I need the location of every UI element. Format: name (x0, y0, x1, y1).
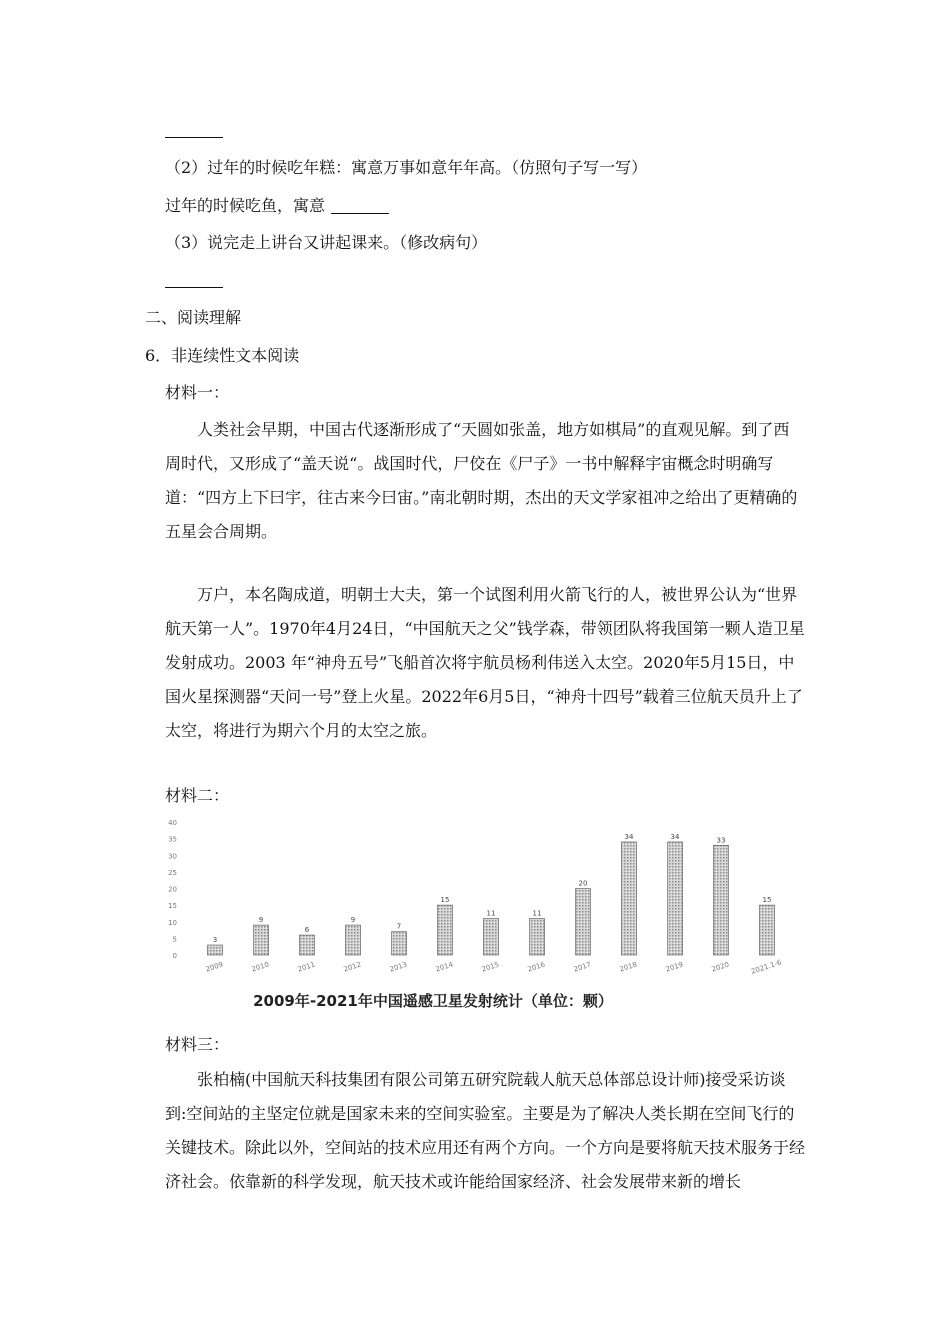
material-3-paragraph: 张柏楠(中国航天科技集团有限公司第五研究院载人航天总体部总设计师)接受采访谈到:空间站的主坚定位就是国家未来的空间实验室。主要是为了解决人类长期在空间飞行的关键技术。除此以外，空间站的技术应用还有两个方向。一个方向是要将航天技术服务于经济社会。依靠新的科学发现，航天技术或许能给国家经济、社会发展带来新的增长 (165, 1070, 806, 1191)
answer-blank-2[interactable] (331, 213, 389, 214)
value-label-2014: 15 (440, 896, 450, 905)
y-tick-label-6: 30 (168, 852, 177, 861)
value-label-2019: 34 (670, 832, 680, 841)
value-label-2020: 33 (716, 836, 726, 845)
x-tick-label-2018: 2018 (618, 960, 639, 974)
bar-2015 (484, 918, 499, 955)
y-axis (168, 819, 177, 960)
value-label-2016: 11 (532, 909, 542, 918)
x-tick-label-2021.1-6: 2021.1-6 (750, 958, 783, 976)
bar-2016 (530, 918, 545, 955)
x-tick-labels (205, 958, 783, 976)
y-tick-label-7: 35 (168, 835, 177, 844)
satellite-launch-chart (165, 812, 805, 1022)
x-tick-label-2012: 2012 (342, 960, 363, 974)
question-2: （2）过年的时候吃年糕：寓意万事如意年年高。（仿照句子写一写） (165, 158, 648, 177)
value-label-2021.1-6: 15 (762, 896, 772, 905)
chart-bars (208, 842, 775, 955)
value-label-2018: 34 (624, 832, 634, 841)
material-2-label: 材料二： (165, 786, 230, 805)
x-tick-label-2017: 2017 (572, 960, 593, 974)
y-tick-label-1: 5 (172, 935, 177, 944)
section-heading: 二、阅读理解 (145, 308, 242, 327)
bar-2021.1-6 (760, 905, 775, 955)
x-tick-label-2020: 2020 (710, 960, 731, 974)
value-label-2013: 7 (396, 922, 402, 931)
x-tick-label-2011: 2011 (296, 960, 317, 974)
bar-2018 (622, 842, 637, 955)
y-tick-label-3: 15 (168, 902, 177, 911)
bar-2019 (668, 842, 683, 955)
bar-2013 (392, 932, 407, 955)
bar-2010 (254, 925, 269, 955)
question-2-prompt (165, 195, 389, 217)
bar-2011 (300, 935, 315, 955)
bar-2014 (438, 905, 453, 955)
x-tick-label-2015: 2015 (480, 960, 501, 974)
bar-2017 (576, 889, 591, 956)
y-tick-label-8: 40 (168, 819, 177, 827)
material-1-paragraph-2: 万户，本名陶成道，明朝士大夫，第一个试图利用火箭飞行的人，被世界公认为“世界航天第一人”。1970年4月24日，“中国航天之父”钱学森，带领团队将我国第一颗人造卫星发射成功。2003 年“神舟五号”飞船首次将宇航员杨利伟送入太空。2020年5月15日，中国火星探测器“天问一号”登上火星。2022年6月5日，“神舟十四号”载着三位航天员升上了太空，将进行为期六个月的太空之旅。 (165, 585, 805, 740)
answer-blank-1[interactable] (165, 137, 223, 138)
x-tick-label-2014: 2014 (434, 960, 455, 974)
value-label-2011: 6 (304, 926, 310, 935)
bar-2012 (346, 925, 361, 955)
bar-2020 (714, 845, 729, 955)
x-tick-label-2016: 2016 (526, 960, 547, 974)
value-label-2017: 20 (578, 879, 588, 888)
material-1-label: 材料一： (165, 383, 230, 402)
question-3: （3）说完走上讲台又讲起课来。（修改病句） (165, 233, 488, 252)
y-tick-label-2: 10 (168, 918, 177, 927)
answer-blank-3[interactable] (165, 287, 223, 288)
y-tick-label-0: 0 (172, 952, 177, 960)
value-label-2009: 3 (212, 936, 218, 945)
chart-title: 2009年-2021年中国遥感卫星发射统计（单位：颗） (253, 992, 613, 1010)
material-1-paragraph-1: 人类社会早期，中国古代逐渐形成了“天圆如张盖，地方如棋局”的直观见解。到了西周时代，又形成了“盖天说“。战国时代，尸佼在《尸子》一书中解释宇宙概念时明确写道：“四方上下曰宇，往古来今曰宙。”南北朝时期，杰出的天文学家祖冲之给出了更精确的五星会合周期。 (165, 420, 798, 541)
bar-2009 (208, 945, 223, 955)
value-label-2012: 9 (350, 916, 356, 925)
x-tick-label-2009: 2009 (204, 960, 225, 974)
question-6: 6．非连续性文本阅读 (145, 346, 300, 365)
value-label-2010: 9 (258, 916, 264, 925)
x-tick-label-2010: 2010 (250, 960, 271, 974)
x-tick-label-2013: 2013 (388, 960, 409, 974)
y-tick-label-5: 25 (168, 868, 177, 877)
value-label-2015: 11 (486, 909, 496, 918)
y-tick-label-4: 20 (168, 885, 177, 894)
x-tick-label-2019: 2019 (664, 960, 685, 974)
question-2-prompt-text: 过年的时候吃鱼，寓意 (165, 196, 326, 215)
material-3-label: 材料三： (165, 1035, 230, 1054)
